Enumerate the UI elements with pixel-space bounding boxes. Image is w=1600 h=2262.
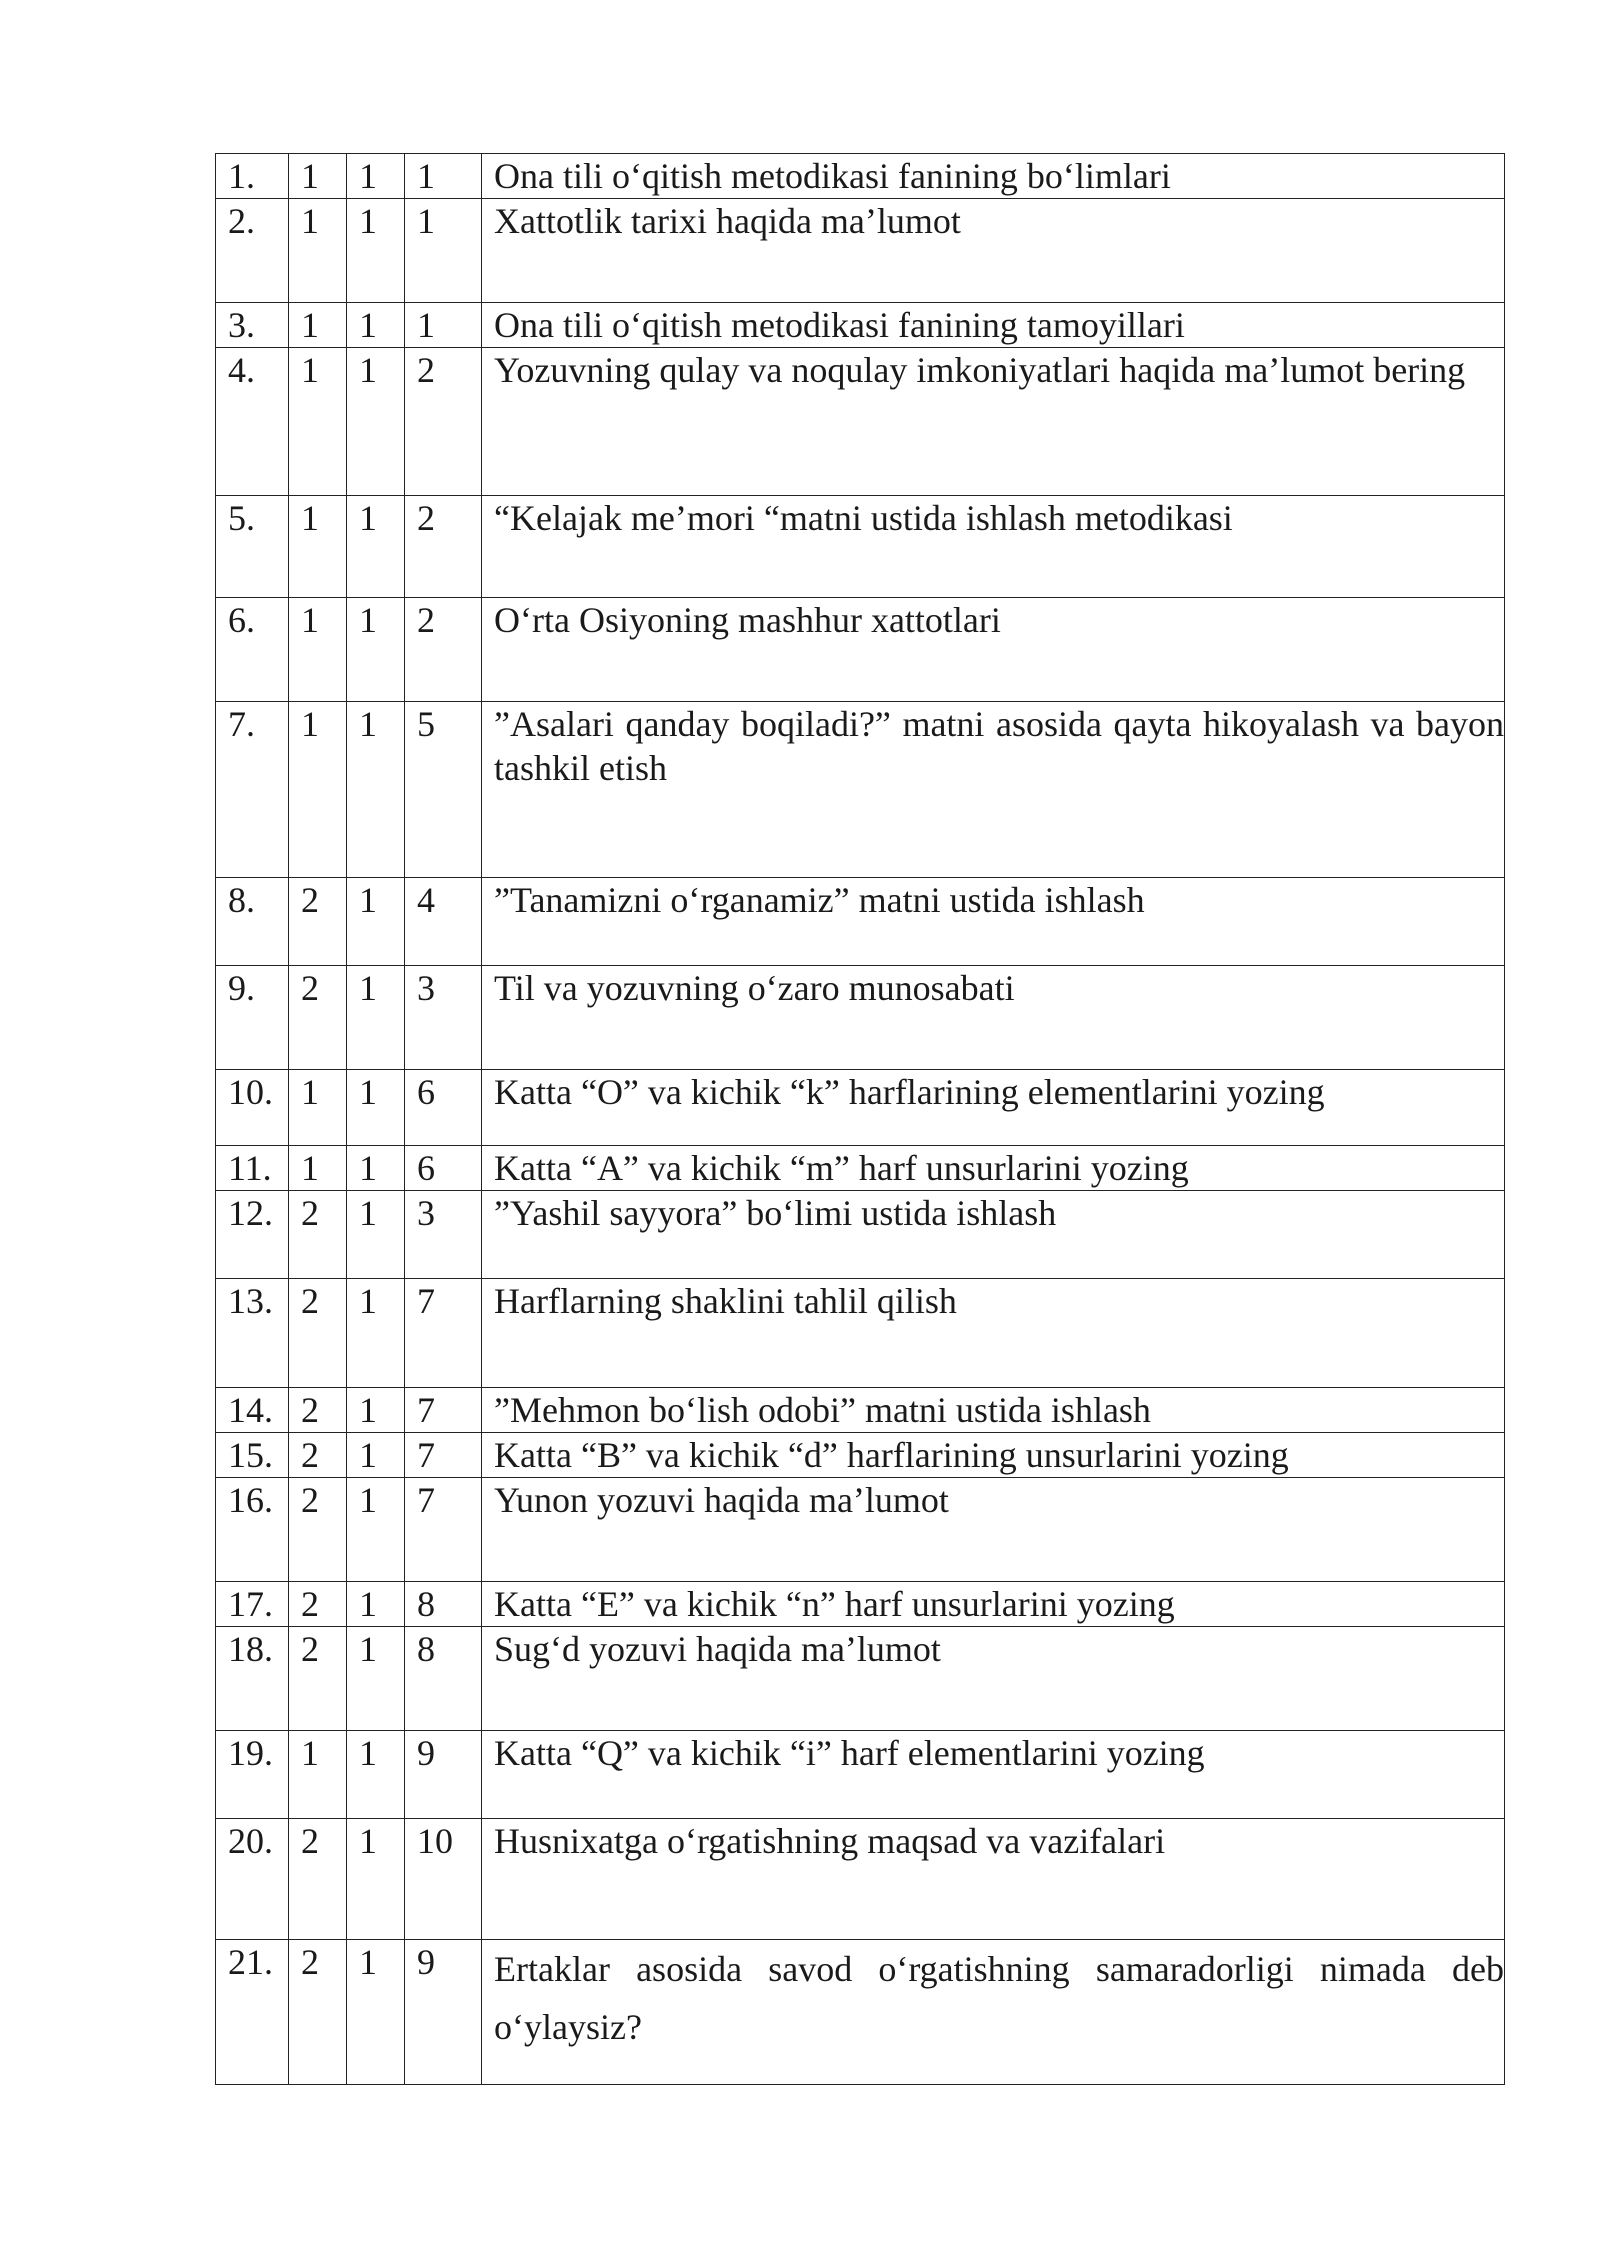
question-text: Xattotlik tarixi haqida ma’lumot — [482, 199, 1505, 303]
table-row — [216, 199, 1505, 303]
row-number: 20. — [216, 1819, 289, 1940]
question-text: Ona tili o‘qitish metodikasi fanining bo‘limlari — [482, 154, 1505, 199]
cell-col-c: 1 — [405, 154, 482, 199]
cell-col-b: 1 — [347, 154, 405, 199]
cell-col-b: 1 — [347, 1819, 405, 1940]
cell-col-b: 1 — [347, 1478, 405, 1582]
row-number: 19. — [216, 1731, 289, 1819]
cell-col-a: 1 — [289, 1731, 347, 1819]
questions-table — [215, 153, 1505, 2085]
cell-col-c: 8 — [405, 1582, 482, 1627]
table-row — [216, 154, 1505, 199]
cell-col-a: 2 — [289, 1279, 347, 1388]
cell-col-a: 1 — [289, 702, 347, 878]
table-row — [216, 598, 1505, 702]
row-number: 8. — [216, 878, 289, 966]
question-text: “Kelajak me’mori “matni ustida ishlash metodikasi — [482, 496, 1505, 598]
table-row — [216, 702, 1505, 878]
row-number: 18. — [216, 1627, 289, 1731]
cell-col-c: 8 — [405, 1627, 482, 1731]
question-text: Harflarning shaklini tahlil qilish — [482, 1279, 1505, 1388]
cell-col-c: 4 — [405, 878, 482, 966]
question-text: Katta “O” va kichik “k” harflarining elementlarini yozing — [482, 1070, 1505, 1146]
cell-col-a: 1 — [289, 598, 347, 702]
question-text: Katta “B” va kichik “d” harflarining unsurlarini yozing — [482, 1433, 1505, 1478]
row-number: 13. — [216, 1279, 289, 1388]
table-row — [216, 1433, 1505, 1478]
cell-col-a: 2 — [289, 1388, 347, 1433]
cell-col-b: 1 — [347, 598, 405, 702]
cell-col-c: 6 — [405, 1070, 482, 1146]
question-text: Katta “Q” va kichik “i” harf elementlarini yozing — [482, 1731, 1505, 1819]
question-text: O‘rta Osiyoning mashhur xattotlari — [482, 598, 1505, 702]
table-row — [216, 1582, 1505, 1627]
cell-col-c: 1 — [405, 199, 482, 303]
row-number: 17. — [216, 1582, 289, 1627]
cell-col-a: 2 — [289, 1433, 347, 1478]
table-row — [216, 348, 1505, 496]
table-row — [216, 303, 1505, 348]
row-number: 1. — [216, 154, 289, 199]
question-text: Husnixatga o‘rgatishning maqsad va vazifalari — [482, 1819, 1505, 1940]
cell-col-c: 3 — [405, 1191, 482, 1279]
cell-col-a: 2 — [289, 1819, 347, 1940]
row-number: 21. — [216, 1940, 289, 2085]
table-row — [216, 1627, 1505, 1731]
cell-col-a: 1 — [289, 1070, 347, 1146]
cell-col-c: 9 — [405, 1940, 482, 2085]
question-text: Ertaklar asosida savod o‘rgatishning samaradorligi nimada deb o‘ylaysiz? — [482, 1940, 1505, 2085]
cell-col-c: 6 — [405, 1146, 482, 1191]
table-row — [216, 966, 1505, 1070]
row-number: 15. — [216, 1433, 289, 1478]
cell-col-b: 1 — [347, 702, 405, 878]
cell-col-c: 1 — [405, 303, 482, 348]
table-row — [216, 1146, 1505, 1191]
cell-col-b: 1 — [347, 966, 405, 1070]
row-number: 9. — [216, 966, 289, 1070]
table-row — [216, 1731, 1505, 1819]
cell-col-c: 7 — [405, 1433, 482, 1478]
row-number: 3. — [216, 303, 289, 348]
table-row — [216, 1279, 1505, 1388]
row-number: 11. — [216, 1146, 289, 1191]
question-text: Til va yozuvning o‘zaro munosabati — [482, 966, 1505, 1070]
question-text: Yozuvning qulay va noqulay imkoniyatlari haqida ma’lumot bering — [482, 348, 1505, 496]
row-number: 16. — [216, 1478, 289, 1582]
cell-col-a: 2 — [289, 878, 347, 966]
cell-col-c: 7 — [405, 1478, 482, 1582]
cell-col-b: 1 — [347, 878, 405, 966]
question-text: Yunon yozuvi haqida ma’lumot — [482, 1478, 1505, 1582]
cell-col-a: 1 — [289, 199, 347, 303]
cell-col-b: 1 — [347, 1191, 405, 1279]
cell-col-a: 2 — [289, 1582, 347, 1627]
cell-col-b: 1 — [347, 1582, 405, 1627]
question-text: Ona tili o‘qitish metodikasi fanining tamoyillari — [482, 303, 1505, 348]
cell-col-b: 1 — [347, 348, 405, 496]
cell-col-a: 2 — [289, 1478, 347, 1582]
cell-col-c: 2 — [405, 348, 482, 496]
table-row — [216, 1478, 1505, 1582]
row-number: 10. — [216, 1070, 289, 1146]
table-row — [216, 1388, 1505, 1433]
question-text: Katta “E” va kichik “n” harf unsurlarini yozing — [482, 1582, 1505, 1627]
cell-col-c: 2 — [405, 496, 482, 598]
cell-col-c: 7 — [405, 1388, 482, 1433]
row-number: 4. — [216, 348, 289, 496]
cell-col-a: 2 — [289, 1940, 347, 2085]
cell-col-b: 1 — [347, 1731, 405, 1819]
cell-col-a: 2 — [289, 966, 347, 1070]
cell-col-a: 1 — [289, 154, 347, 199]
questions-table-body — [216, 154, 1505, 2085]
table-row — [216, 1940, 1505, 2085]
question-text: ”Asalari qanday boqiladi?” matni asosida qayta hikoyalash va bayon tashkil etish — [482, 702, 1505, 878]
question-text: ”Yashil sayyora” bo‘limi ustida ishlash — [482, 1191, 1505, 1279]
question-text: Sug‘d yozuvi haqida ma’lumot — [482, 1627, 1505, 1731]
question-text: ”Mehmon bo‘lish odobi” matni ustida ishlash — [482, 1388, 1505, 1433]
cell-col-b: 1 — [347, 1146, 405, 1191]
cell-col-c: 7 — [405, 1279, 482, 1388]
cell-col-a: 2 — [289, 1627, 347, 1731]
cell-col-a: 1 — [289, 303, 347, 348]
cell-col-b: 1 — [347, 303, 405, 348]
cell-col-b: 1 — [347, 1070, 405, 1146]
row-number: 14. — [216, 1388, 289, 1433]
question-text: ”Tanamizni o‘rganamiz” matni ustida ishlash — [482, 878, 1505, 966]
cell-col-c: 2 — [405, 598, 482, 702]
cell-col-a: 1 — [289, 1146, 347, 1191]
row-number: 2. — [216, 199, 289, 303]
cell-col-b: 1 — [347, 1940, 405, 2085]
row-number: 5. — [216, 496, 289, 598]
cell-col-b: 1 — [347, 496, 405, 598]
row-number: 7. — [216, 702, 289, 878]
cell-col-c: 9 — [405, 1731, 482, 1819]
table-row — [216, 878, 1505, 966]
cell-col-b: 1 — [347, 1279, 405, 1388]
cell-col-a: 2 — [289, 1191, 347, 1279]
cell-col-b: 1 — [347, 1627, 405, 1731]
row-number: 6. — [216, 598, 289, 702]
cell-col-c: 3 — [405, 966, 482, 1070]
question-text: Katta “A” va kichik “m” harf unsurlarini yozing — [482, 1146, 1505, 1191]
table-row — [216, 1819, 1505, 1940]
cell-col-a: 1 — [289, 348, 347, 496]
cell-col-b: 1 — [347, 199, 405, 303]
table-row — [216, 1070, 1505, 1146]
table-row — [216, 496, 1505, 598]
row-number: 12. — [216, 1191, 289, 1279]
cell-col-b: 1 — [347, 1433, 405, 1478]
cell-col-c: 5 — [405, 702, 482, 878]
table-row — [216, 1191, 1505, 1279]
cell-col-c: 10 — [405, 1819, 482, 1940]
cell-col-a: 1 — [289, 496, 347, 598]
cell-col-b: 1 — [347, 1388, 405, 1433]
